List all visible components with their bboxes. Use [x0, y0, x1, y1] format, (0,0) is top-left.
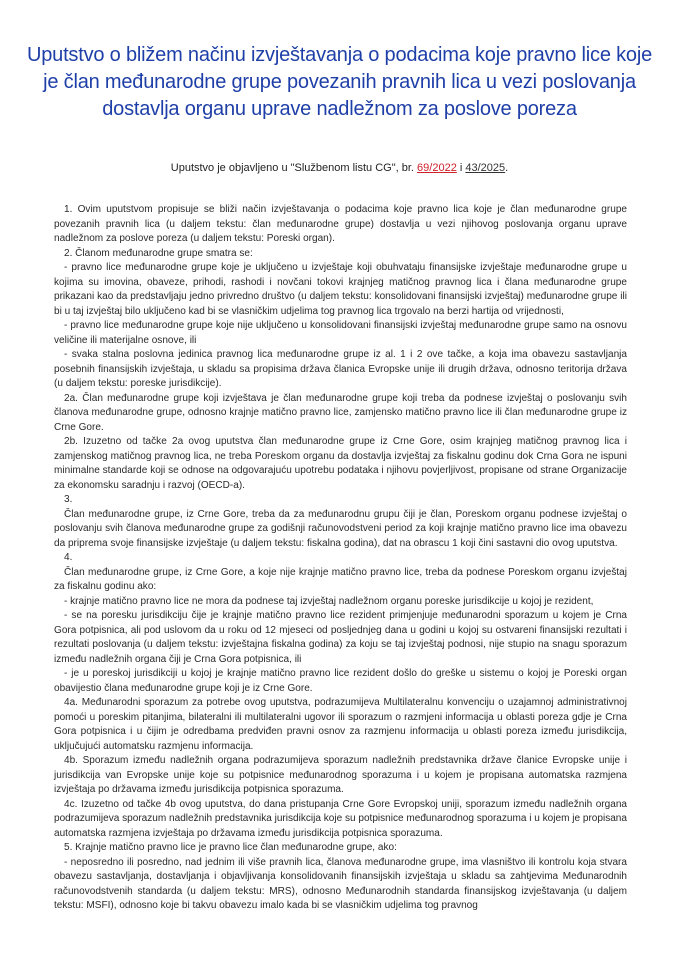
- publication-prefix: Uputstvo je objavljeno u "Službenom listu CG", br.: [170, 162, 414, 174]
- paragraph-5: 5. Krajnje matično pravno lice je pravno lice član međunarodne grupe, ako:: [64, 842, 397, 853]
- paragraph-4-item-3: - je u poreskoj jurisdikciji u kojoj je krajnje matično pravno lice rezident došlo do greške u sistemu o kojoj je Poreski organ obavijestio člana međunarodne grupe koji je iz Crne Gore.: [54, 668, 627, 694]
- paragraph-4-item-2: - se na poresku jurisdikciju čije je krajnje matično pravno lice rezident primjenjuje međunarodni sporazum u kojem je Crna Gora potpisnica, ali pod uslovom da u roku od 12 mjeseci od posljednjeg dana u godini u kojoj su ostvareni finansijski rezultati i rezultati poslovanja (u daljem tekstu: izvještajna fiskalna godina) za koju se taj izvještaj podnosi, nije stupio na snagu sporazum između nadležnih organa čiji je Crna Gora potpisnica, ili: [54, 610, 627, 665]
- paragraph-4a: 4a. Međunarodni sporazum za potrebe ovog uputstva, podrazumijeva Multilateralnu konvenciju o uzajamnoj administrativnoj pomoći u poreskim pitanjima, bilateralni ili multilateralni ugovor ili sporazum o razmjeni informacija u oblasti poreza gdje je Crna Gora potpisnica i u čijim je odredbama predviđen pravni osnov za razmjenu informacija u oblasti poreza između jurisdikcija, uključujući automatsku razmjenu informacija.: [54, 697, 627, 752]
- paragraph-4-item-1: - krajnje matično pravno lice ne mora da podnese taj izvještaj nadležnom organu poreske jurisdikcije u kojoj je rezident,: [64, 595, 594, 607]
- publication-note: [0, 162, 679, 174]
- paragraph-4-number: 4.: [64, 552, 73, 563]
- document-body: [54, 203, 627, 914]
- paragraph-3-number: 3.: [64, 494, 73, 505]
- paragraph-4c: 4c. Izuzetno od tačke 4b ovog uputstva, do dana pristupanja Crne Gore Evropskoj uniji, sporazum između nadležnih organa podrazumijeva sporazum nadležnih predstavnika jurisdikcija koje su potpisnice međunarodnog sporazuma i u kojem je propisana automatska razmjena izvještaja po državama između jurisdikcija potpisnica sporazuma.: [54, 798, 627, 839]
- paragraph-5-item-1: - neposredno ili posredno, nad jednim ili više pravnih lica, članova međunarodne grupe, ima vlasništvo ili kontrolu koja stvara obavezu sastavljanja, dostavljanja i objavljivanja konsolidovanih finansijskih izvještaja u skladu sa zahtjevima Međunarodnih računovodstvenih standarda (u daljem tekstu: MRS), odnosno Međunarodnih standarda finansijskog izvještavanja (u daljem tekstu: MSFI), odnosno koje bi takvu obavezu imalo kada bi se vlasničkim udjelima tog pravnog: [54, 856, 627, 911]
- publication-suffix: .: [505, 162, 509, 174]
- document-title: Uputstvo o bližem načinu izvještavanja o podacima koje pravno lice koje je član međunarodne grupe povezanih pravnih lica u vezi poslovanja dostavlja organu uprave nadležnom za poslove poreza: [26, 44, 653, 120]
- paragraph-2-item-1: - pravno lice međunarodne grupe koje je uključeno u izvještaje koji obuhvataju finansijske izvještaje međunarodne grupe u kojima su imovina, obaveze, prihodi, rashodi i novčani tokovi krajnjeg matičnog pravnog lica i člana međunarodne grupe prikazani kao da predstavljaju jedno privredno društvo (u daljem tekstu: konsolidovani finansijski izvještaj) međunarodne grupe ili bi u taj izvještaj bilo uključeno kad bi se vlasničkim udjelima tog pravnog lica trgovalo na berzi hartija od vrijednosti,: [54, 262, 627, 317]
- paragraph-2-item-3: - svaka stalna poslovna jedinica pravnog lica međunarodne grupe iz al. 1 i 2 ove tačke, a koja ima obavezu sastavljanja posebnih finansijskih izvještaja, u skladu sa propisima država članica Evropske unije ili drugih država, odnosno teritorija država (u daljem tekstu: poreske jurisdikcije).: [54, 349, 627, 389]
- paragraph-2: 2. Članom međunarodne grupe smatra se:: [64, 247, 253, 259]
- paragraph-4: Član međunarodne grupe, iz Crne Gore, a koje nije krajnje matično pravno lice, treba da podnese Poreskom organu izvještaj za fiskalnu godinu ako:: [54, 566, 627, 592]
- gazette-link-2025[interactable]: 43/2025: [465, 162, 506, 174]
- paragraph-4b: 4b. Sporazum između nadležnih organa podrazumijeva sporazum nadležnih predstavnika države članice Evropske unije i jurisdikcija van Evropske unije koje su potpisnice međunarodnog sporazuma i u kojem je propisana automatska razmjena izvještaja po državama između jurisdikcija potpisnica sporazuma.: [54, 755, 627, 795]
- paragraph-1: 1. Ovim uputstvom propisuje se bliži način izvještavanja o podacima koje pravno lica koje je član međunarodne grupe povezanih pravnih lica (u daljem tekstu: član međunarodne grupe) dostavlja u vezi njihovog poslovanja organu uprave nadležnom za poslove poreza (u daljem tekstu: Poreski organ).: [54, 204, 627, 244]
- paragraph-2a: 2a. Član međunarodne grupe koji izvještava je član međunarodne grupe koji treba da podnese izvještaj o poslovanju svih članova međunarodne grupe, odnosno krajnje matično pravno lice, zamjensko matično pravno lice ili član međunarodne grupe iz Crne Gore.: [54, 392, 627, 433]
- paragraph-2-item-2: - pravno lice međunarodne grupe koje nije uključeno u konsolidovani finansijski izvještaj međunarodne grupe samo na osnovu veličine ili materijalne osnove, ili: [54, 320, 627, 346]
- paragraph-2b: 2b. Izuzetno od tačke 2a ovog uputstva član međunarodne grupe iz Crne Gore, osim krajnjeg matičnog pravnog lica i zamjenskog matičnog pravnog lica, ne treba Poreskom organu da dostavlja izvještaj za fiskalnu godinu dok Crna Gora ne ispuni minimalne standarde koji se odnose na odgovarajuću upotrebu podataka i njihovu povjerljivost, propisane od strane Organizacije za ekonomsku saradnju i razvoj (OECD-a).: [54, 436, 627, 491]
- publication-separator: i: [459, 162, 463, 174]
- gazette-link-2022[interactable]: 69/2022: [417, 162, 457, 174]
- paragraph-3: Član međunarodne grupe, iz Crne Gore, treba da za međunarodnu grupu čiji je član, Poreskom organu podnese izvještaj o poslovanju svih članova međunarodne grupe za godišnji računovodstveni period za koji krajnje matično pravno lice ima obavezu da priprema svoje finansijske izvještaje (u daljem tekstu: fiskalna godina), dat na obrascu 1 koji čini sastavni dio ovog uputstva.: [54, 508, 627, 549]
